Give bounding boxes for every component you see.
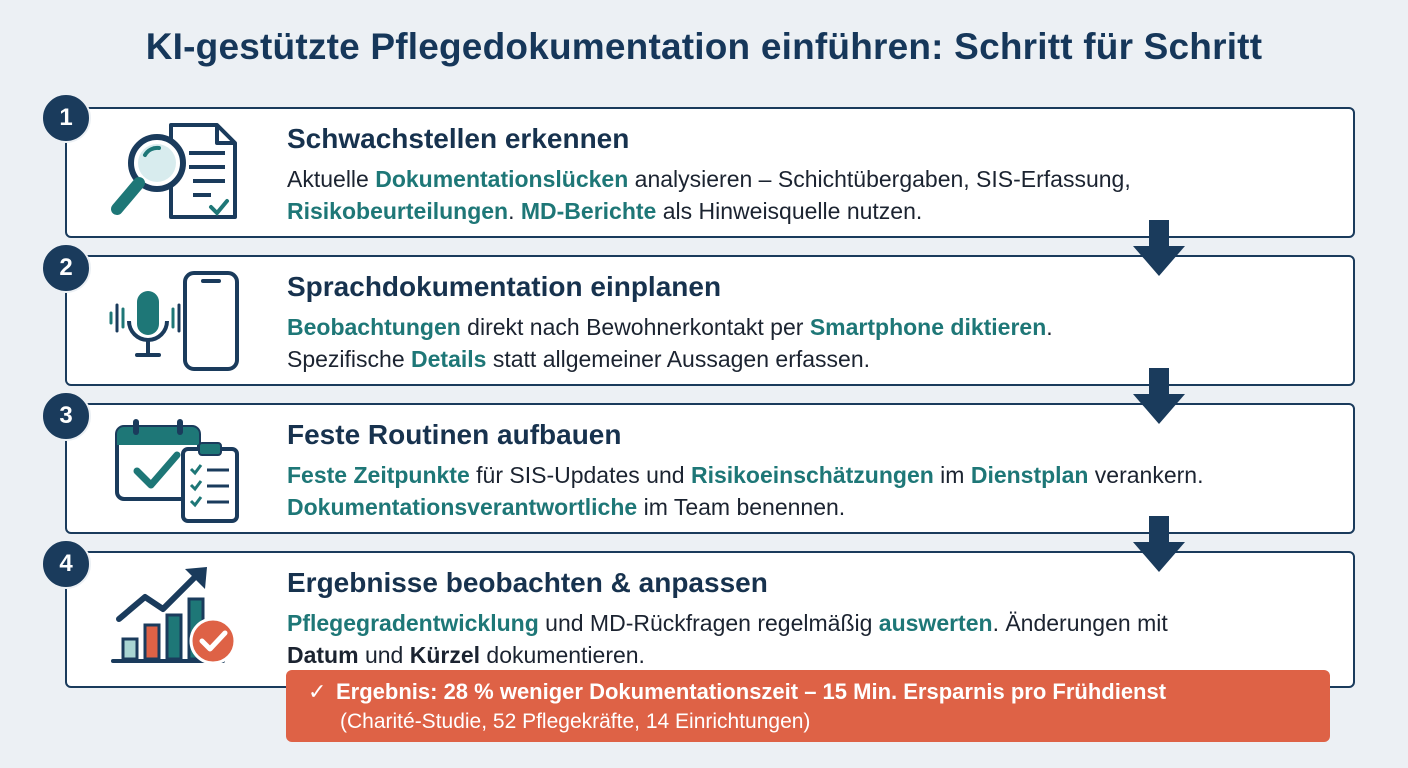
- step-line: [287, 459, 1337, 491]
- text-segment: dokumentieren.: [480, 642, 645, 668]
- text-segment: und: [358, 642, 410, 668]
- text-segment: als Hinweisquelle nutzen.: [656, 198, 923, 224]
- step-number-badge: 3: [41, 391, 91, 441]
- highlight-text: auswerten: [878, 610, 993, 636]
- step-title: Schwachstellen erkennen: [287, 123, 630, 154]
- highlight-text: Pflegegradentwicklung: [287, 610, 539, 636]
- highlight-text: MD-Berichte: [520, 198, 657, 224]
- text-segment: direkt nach Bewohnerkontakt per: [460, 314, 810, 340]
- text-segment: statt allgemeiner Aussagen erfassen.: [486, 346, 871, 372]
- magnifier-document-icon: [107, 121, 247, 226]
- step-number-badge: 2: [41, 243, 91, 293]
- highlight-text: Dokumentationslücken: [375, 166, 629, 192]
- text-segment: verankern.: [1088, 462, 1204, 488]
- step-number-badge: 1: [41, 93, 91, 143]
- result-headline: [308, 677, 1330, 707]
- result-source: (Charité-Studie, 52 Pflegekräfte, 14 Einrichtungen): [340, 710, 811, 733]
- step-number-badge: 4: [41, 539, 91, 589]
- highlight-text: Details: [411, 346, 487, 372]
- highlight-text: Beobachtungen: [287, 314, 461, 340]
- text-segment: analysieren – Schichtübergaben, SIS-Erfassung,: [628, 166, 1131, 192]
- text-segment: .: [1046, 314, 1053, 340]
- step-title: Sprachdokumentation einplanen: [287, 271, 722, 302]
- calendar-checklist-icon: [107, 415, 247, 525]
- step-title: Ergebnisse beobachten & anpassen: [287, 567, 768, 598]
- down-arrow-icon: [1133, 220, 1185, 278]
- text-segment: .: [508, 198, 521, 224]
- highlight-text: Dokumentationsverantwortliche: [287, 494, 638, 520]
- highlight-text: Risikoeinschätzungen: [690, 462, 934, 488]
- highlight-text: Smartphone diktieren: [809, 314, 1047, 340]
- step-title: Feste Routinen aufbauen: [287, 419, 622, 450]
- highlight-text: Risikobeurteilungen: [287, 198, 509, 224]
- step-description: [287, 163, 1337, 227]
- microphone-smartphone-icon: [107, 269, 247, 374]
- text-segment: Spezifische: [287, 346, 412, 372]
- bold-text: Kürzel: [409, 642, 481, 668]
- text-segment: im Team benennen.: [637, 494, 846, 520]
- bold-text: Datum: [287, 642, 359, 668]
- result-text: Ergebnis: 28 % weniger Dokumentationszeit – 15 Min. Ersparnis pro Frühdienst: [336, 679, 1167, 704]
- growth-chart-check-icon: [107, 563, 247, 673]
- text-segment: . Änderungen mit: [992, 610, 1168, 636]
- step-line: [287, 163, 1337, 195]
- text-segment: im: [933, 462, 971, 488]
- highlight-text: Dienstplan: [970, 462, 1089, 488]
- step-line: [287, 311, 1337, 343]
- highlight-text: Feste Zeitpunkte: [287, 462, 470, 488]
- down-arrow-icon: [1133, 516, 1185, 574]
- step-description: [287, 459, 1337, 523]
- step-line: [287, 607, 1337, 639]
- step-description: [287, 311, 1337, 375]
- result-banner: [286, 670, 1330, 742]
- step-description: [287, 607, 1337, 671]
- down-arrow-icon: [1133, 368, 1185, 426]
- text-segment: für SIS-Updates und: [469, 462, 691, 488]
- step-card-1: [65, 107, 1355, 238]
- check-icon: ✓: [308, 679, 327, 704]
- text-segment: Aktuelle: [287, 166, 376, 192]
- step-line: [287, 639, 1337, 671]
- page-title: KI-gestützte Pflegedokumentation einführen: Schritt für Schritt: [145, 26, 1263, 67]
- text-segment: und MD-Rückfragen regelmäßig: [538, 610, 879, 636]
